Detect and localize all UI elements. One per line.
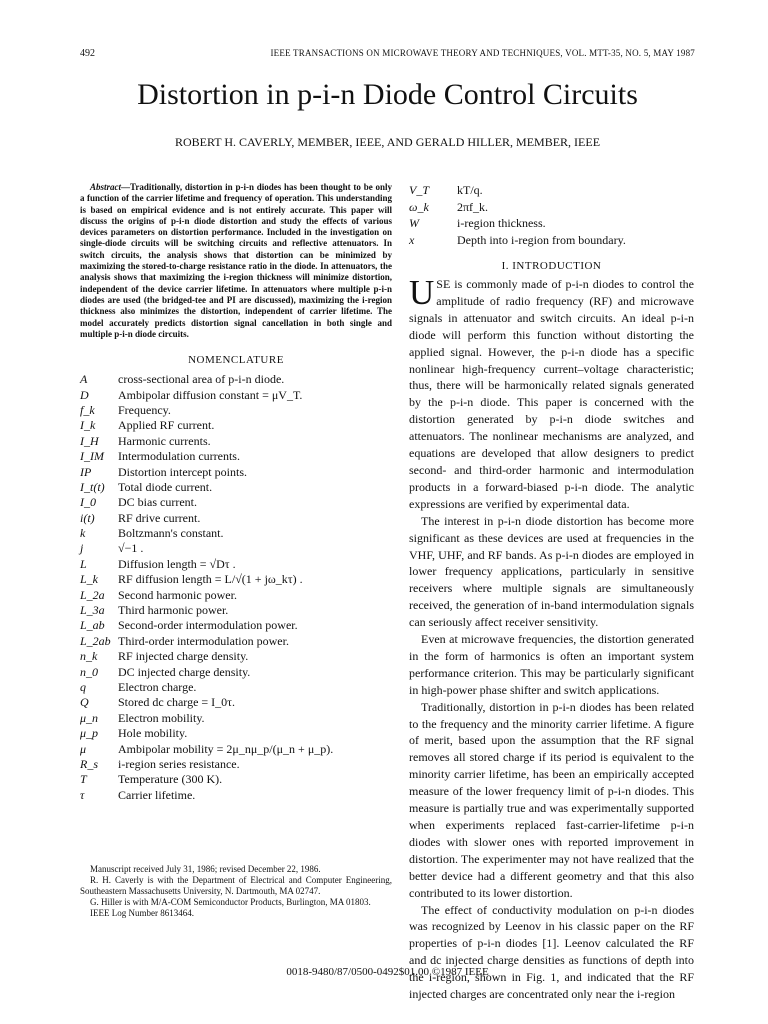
abstract-text: —Traditionally, distortion in p-i-n diodes has been thought to be only a function of the carrier lifetime and frequency of operation. This understanding is based on empirical evidence and is not entirely accurate. This paper will discuss the origins of p-i-n diode distortion and study the effects of various devices parameters on distortion performance. Included in the investigation on single-diode circuits will be switching circuits and reflective attenuators. In switch circuits, the analysis shows that distortion can be minimized by maximizing the stored-to-charge resistance ratio in the diode. In attenuators, the analysis shows that maximizing the i-region thickness will minimize distortion, independent of the device carrier lifetime. In attenuators where multiple p-i-n diodes are used (the bridged-tee and PI are discussed), maximizing the i-region thickness also minimizes the distortion, independent of carrier lifetime. The model accurately predicts distortion signal cancellation in both single and multiple p-i-n diode circuits. (80, 182, 392, 339)
nomenclature-item (80, 511, 392, 526)
nomenclature-symbol: L_3a (80, 603, 105, 618)
nomenclature-definition: kT/q. (457, 183, 483, 197)
nomenclature-definition: Electron mobility. (118, 710, 205, 725)
nomenclature-definition: DC bias current. (118, 495, 197, 510)
nomenclature-item (409, 215, 694, 232)
author-line: ROBERT H. CAVERLY, MEMBER, IEEE, AND GERALD HILLER, MEMBER, IEEE (174, 135, 601, 149)
nomenclature-definition: Second harmonic power. (118, 587, 237, 602)
nomenclature-definition: RF drive current. (118, 510, 201, 525)
nomenclature-definition: Total diode current. (118, 479, 213, 494)
nomenclature-symbol: V_T (409, 183, 430, 197)
nomenclature-symbol: μ_p (80, 726, 99, 741)
nomenclature-heading: NOMENCLATURE (188, 354, 284, 367)
nomenclature-symbol: μ_n (80, 710, 99, 725)
introduction-body (409, 273, 694, 1003)
nomenclature-definition: Diffusion length = √Dτ . (118, 556, 236, 571)
footnote: IEEE Log Number 8613464. (90, 908, 194, 918)
nomenclature-item (80, 434, 392, 449)
nomenclature-item (80, 772, 392, 787)
nomenclature-item (80, 618, 392, 633)
nomenclature-definition: Boltzmann's constant. (118, 526, 224, 541)
nomenclature-item (80, 449, 392, 464)
nomenclature-definition: cross-sectional area of p-i-n diode. (118, 372, 285, 387)
nomenclature-symbol: I_H (80, 433, 99, 448)
nomenclature-item (80, 634, 392, 649)
nomenclature-symbol: L (80, 556, 87, 571)
nomenclature-item (80, 788, 392, 803)
nomenclature-definition: Temperature (300 K). (118, 772, 223, 787)
nomenclature-definition: 2πf_k. (457, 199, 489, 214)
nomenclature-definition: Distortion intercept points. (118, 464, 247, 479)
nomenclature-item (80, 418, 392, 433)
nomenclature-symbol: L_ab (80, 618, 105, 633)
nomenclature-item (80, 388, 392, 403)
journal-citation: IEEE TRANSACTIONS ON MICROWAVE THEORY AND TECHNIQUES, VOL. MTT-35, NO. 5, MAY 1987 (270, 48, 695, 58)
nomenclature-definition: Stored dc charge = I_0τ. (118, 695, 235, 710)
paragraph: The effect of conductivity modulation on p-i-n diodes was recognized by Leenov in his classic paper on the RF properties of p-i-n diodes [1]. Leenov calculated the RF and dc injected charge densities as functions of depth into the i-region, shown in Fig. 1, and indicated that the RF injected charges are concentrated only near the i-region (409, 902, 694, 1002)
nomenclature-symbol: T (80, 772, 87, 787)
paragraph: Even at microwave frequencies, the distortion generated in the form of harmonics is often an important system performance criterion. This may be particularly significant in high-power phase shifter and switch applications. (409, 632, 694, 697)
nomenclature-symbol: I_IM (80, 449, 104, 464)
nomenclature-symbol: j (80, 541, 84, 556)
copyright-line: 0018-9480/87/0500-0492$01.00 ©1987 IEEE (286, 966, 489, 978)
nomenclature-definition: Harmonic currents. (118, 433, 211, 448)
footnote: R. H. Caverly is with the Department of Electrical and Computer Engineering, Southeastern Massachusetts University, N. Dartmouth, MA 02747. (80, 875, 392, 896)
introduction-heading: I. INTRODUCTION (501, 260, 602, 272)
nomenclature-symbol: W (409, 216, 419, 230)
footnote: Manuscript received July 31, 1986; revised December 22, 1986. (90, 864, 321, 874)
nomenclature-symbol: L_2a (80, 587, 105, 602)
nomenclature-symbol: q (80, 679, 86, 694)
nomenclature-definition: DC injected charge density. (118, 664, 251, 679)
nomenclature-symbol: n_0 (80, 664, 98, 679)
nomenclature-symbol: A (80, 372, 88, 387)
nomenclature-symbol: ω_k (409, 199, 429, 214)
nomenclature-definition: RF injected charge density. (118, 649, 249, 664)
nomenclature-item (80, 649, 392, 664)
page-number: 492 (80, 48, 95, 59)
nomenclature-symbol: x (409, 232, 415, 247)
abstract (80, 182, 392, 340)
nomenclature-item (80, 572, 392, 587)
nomenclature-item (409, 232, 694, 249)
paragraph: USE is commonly made of p-i-n diodes to control the amplitude of radio frequency (RF) and microwave signals in attenuator and switch circuits. An ideal p-i-n diode will perform this function without distorting the applied signal. However, the p-i-n diode has a specific nonlinear high-frequency current–voltage characteristic; thus, there will be harmonically related signals generated by the p-i-n diode. This paper is concerned with the distortion generated by p-i-n diode switches and attenuators. The nonlinear mechanisms are analyzed, and equations are developed that allow designers to predict second- and third-order harmonic and intermodulation products in a forward-biased p-i-n diode. The analytic expressions are verified by experimental data. (409, 273, 694, 511)
nomenclature-item (80, 603, 392, 618)
nomenclature-symbol: I_0 (80, 495, 96, 510)
nomenclature-definition: Hole mobility. (118, 726, 188, 741)
nomenclature-symbol: n_k (80, 649, 98, 664)
right-column (409, 182, 694, 1003)
nomenclature-definition: Ambipolar diffusion constant = μV_T. (118, 387, 303, 402)
nomenclature-item (80, 495, 392, 510)
nomenclature-item (80, 726, 392, 741)
nomenclature-definition: RF diffusion length = L/√(1 + jω_kτ) . (118, 572, 303, 587)
nomenclature-symbol: L_k (80, 572, 98, 587)
nomenclature-list (80, 372, 392, 803)
nomenclature-definition: Third-order intermodulation power. (118, 633, 289, 648)
abstract-label: Abstract (90, 182, 122, 192)
footnote: G. Hiller is with M/A-COM Semiconductor Products, Burlington, MA 01803. (90, 897, 371, 907)
nomenclature-definition: √−1 . (118, 541, 144, 556)
nomenclature-definition: i-region thickness. (457, 216, 546, 230)
nomenclature-symbol: τ (80, 787, 85, 802)
nomenclature-definition: Depth into i-region from boundary. (457, 232, 626, 247)
nomenclature-symbol: Q (80, 695, 89, 710)
nomenclature-symbol: D (80, 387, 89, 402)
nomenclature-item (80, 541, 392, 556)
left-column (80, 182, 392, 803)
nomenclature-item (80, 742, 392, 757)
nomenclature-item (409, 199, 694, 216)
nomenclature-item (80, 680, 392, 695)
nomenclature-definition: Carrier lifetime. (118, 787, 196, 802)
nomenclature-symbol: μ (80, 741, 87, 756)
nomenclature-definition: Electron charge. (118, 679, 197, 694)
nomenclature-definition: i-region series resistance. (118, 756, 240, 771)
nomenclature-symbol: f_k (80, 402, 95, 417)
nomenclature-item (80, 711, 392, 726)
nomenclature-definition: Frequency. (118, 402, 171, 417)
nomenclature-symbol: L_2ab (80, 633, 111, 648)
nomenclature-definition: Ambipolar mobility = 2μ_nμ_p/(μ_n + μ_p). (118, 741, 334, 756)
nomenclature-symbol: k (80, 526, 86, 541)
nomenclature-symbol: R_s (80, 756, 98, 771)
nomenclature-definition: Second-order intermodulation power. (118, 618, 298, 633)
nomenclature-symbol: I_k (80, 418, 96, 433)
drop-cap: U (409, 273, 435, 312)
nomenclature-item (80, 465, 392, 480)
running-header (80, 48, 695, 62)
nomenclature-definition: Applied RF current. (118, 418, 215, 433)
paper-title: Distortion in p-i-n Diode Control Circuits (137, 78, 638, 111)
nomenclature-item (80, 757, 392, 772)
paragraph: The interest in p-i-n diode distortion has become more significant as these devices are used at frequencies in the VHF, UHF, and RF bands. As p-i-n diodes are employed in lower frequency applications, particularly in sensitive receivers where multiple signals are simultaneously received, the generation of in-band intermodulation signals can seriously affect receiver sensitivity. (409, 513, 694, 630)
footnotes (80, 864, 392, 919)
nomenclature-continued (409, 182, 694, 248)
nomenclature-item (80, 665, 392, 680)
nomenclature-item (80, 588, 392, 603)
nomenclature-symbol: IP (80, 464, 92, 479)
nomenclature-item (80, 372, 392, 387)
nomenclature-item (80, 557, 392, 572)
nomenclature-item (409, 182, 694, 199)
nomenclature-symbol: I_t(t) (80, 479, 105, 494)
nomenclature-definition: Intermodulation currents. (118, 449, 240, 464)
paragraph: Traditionally, distortion in p-i-n diodes has been related to the frequency and the minority carrier lifetime. A figure of merit, based upon the assumption that the RF signal removes all stored charge if its period is equivalent to the minority carrier lifetime, has been an empirically accepted measure of the lower frequency limit of p-i-n diodes. This measure is partially true and was experimentally supported when experiments replaced fast-carrier-lifetime p-i-n diodes with slower ones with reported improvement in distortion. The experimenter may not have realized that the better device had a different geometry and that this also contributed to its lower distortion. (409, 699, 694, 900)
nomenclature-symbol: i(t) (80, 510, 95, 525)
nomenclature-item (80, 480, 392, 495)
nomenclature-item (80, 403, 392, 418)
nomenclature-item (80, 526, 392, 541)
nomenclature-item (80, 695, 392, 710)
nomenclature-definition: Third harmonic power. (118, 603, 229, 618)
